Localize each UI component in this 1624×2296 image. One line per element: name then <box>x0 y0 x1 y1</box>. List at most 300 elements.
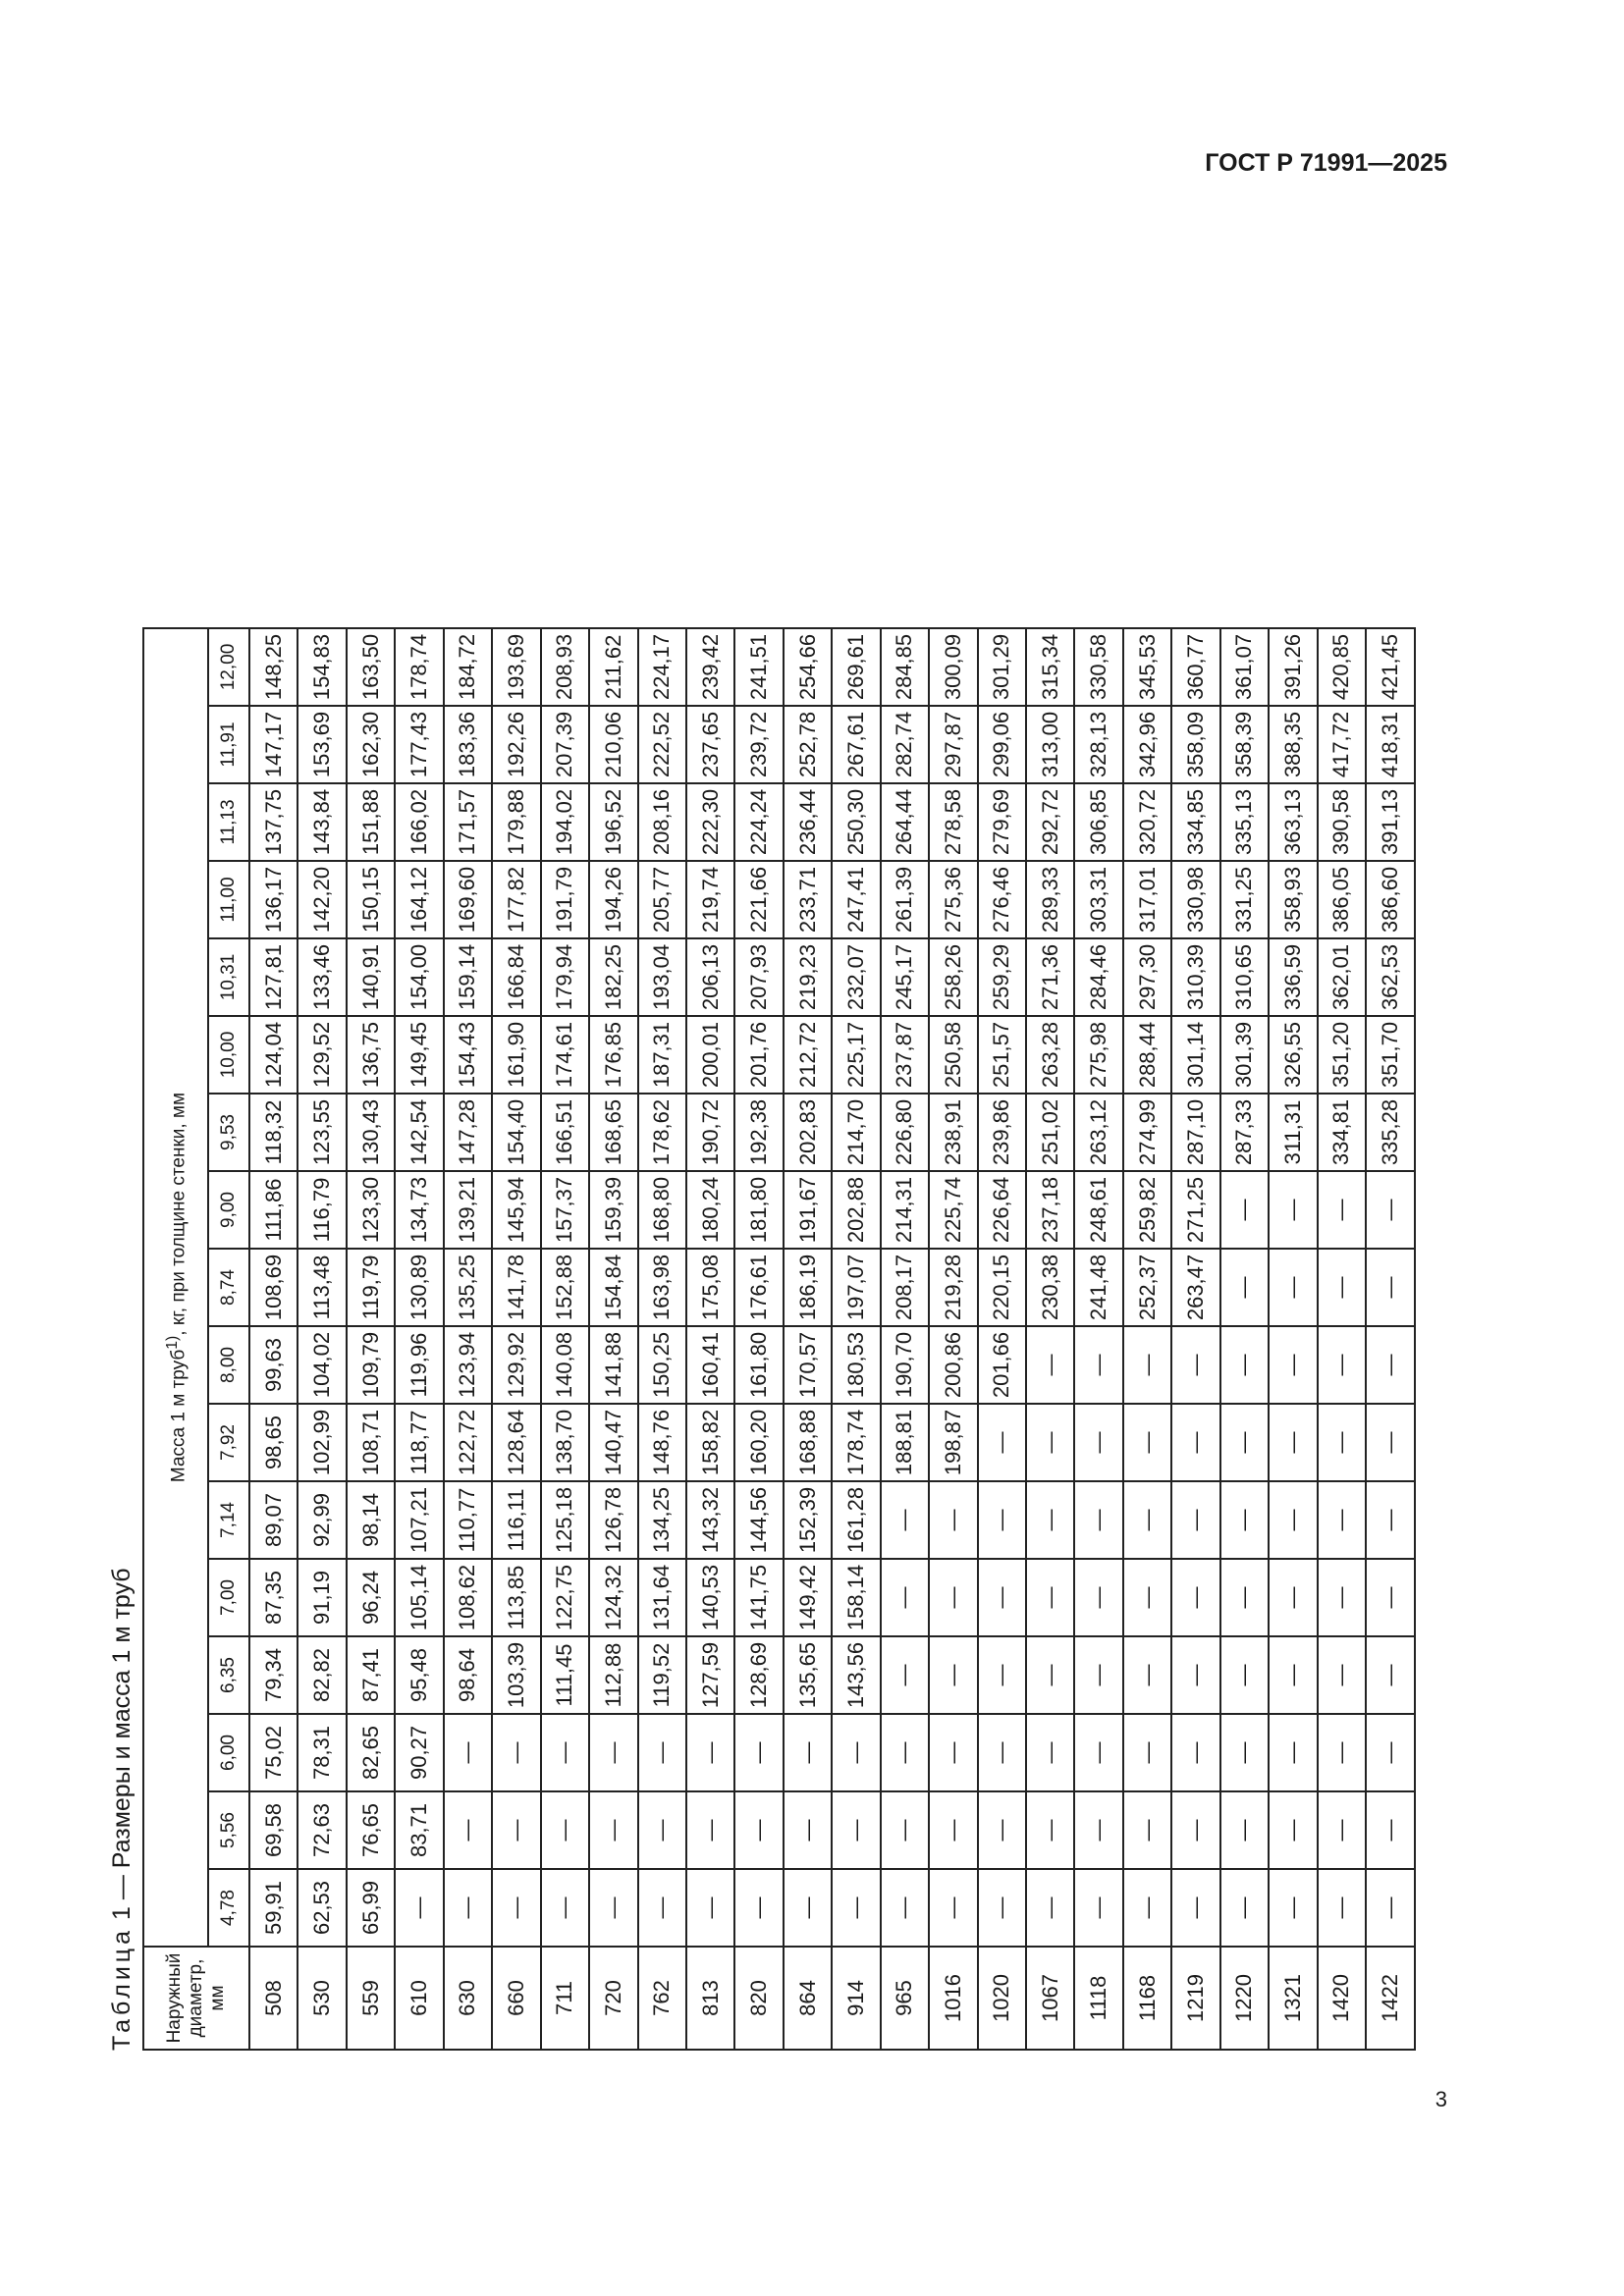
mass-cell: 239,42 <box>686 628 734 706</box>
mass-cell: — <box>1074 1714 1122 1791</box>
mass-cell: — <box>444 1791 492 1869</box>
mass-cell: 297,30 <box>1123 938 1171 1016</box>
table-row <box>929 628 977 2050</box>
mass-cell: 219,28 <box>929 1249 977 1326</box>
mass-cell: — <box>1366 1714 1414 1791</box>
mass-cell: 391,13 <box>1366 783 1414 861</box>
mass-cell: — <box>1026 1559 1074 1636</box>
mass-cell: 222,52 <box>638 706 686 783</box>
mass-cell: 274,99 <box>1123 1094 1171 1171</box>
mass-cell: 187,31 <box>638 1016 686 1094</box>
mass-cell: — <box>881 1791 929 1869</box>
mass-cell: — <box>1318 1171 1366 1249</box>
mass-cell: — <box>734 1791 783 1869</box>
mass-cell: 78,31 <box>298 1714 346 1791</box>
thickness-header-cell: 9,53 <box>208 1094 249 1171</box>
mass-cell: — <box>1220 1636 1269 1714</box>
table-row <box>347 628 395 2050</box>
mass-cell: — <box>1171 1326 1219 1404</box>
mass-cell: 225,17 <box>832 1016 880 1094</box>
mass-cell: 116,11 <box>492 1481 540 1559</box>
table-row <box>1318 628 1366 2050</box>
mass-cell: 207,93 <box>734 938 783 1016</box>
mass-cell: — <box>1269 1481 1317 1559</box>
mass-cell: 183,36 <box>444 706 492 783</box>
mass-cell: 111,45 <box>541 1636 589 1714</box>
mass-cell: — <box>784 1714 832 1791</box>
diameter-cell: 630 <box>444 1947 492 2050</box>
mass-cell: 275,36 <box>929 861 977 938</box>
mass-cell: — <box>1269 1559 1317 1636</box>
mass-cell: 152,39 <box>784 1481 832 1559</box>
mass-cell: 102,99 <box>298 1404 346 1481</box>
mass-cell: — <box>1269 1869 1317 1947</box>
table-row <box>1074 628 1122 2050</box>
mass-cell: 287,33 <box>1220 1094 1269 1171</box>
mass-cell: — <box>541 1714 589 1791</box>
mass-cell: 236,44 <box>784 783 832 861</box>
mass-cell: 112,88 <box>589 1636 637 1714</box>
thickness-header-cell: 10,31 <box>208 938 249 1016</box>
mass-cell: 177,43 <box>395 706 443 783</box>
mass-cell: 134,25 <box>638 1481 686 1559</box>
mass-cell: 241,51 <box>734 628 783 706</box>
mass-cell: 149,45 <box>395 1016 443 1094</box>
mass-cell: 116,79 <box>298 1171 346 1249</box>
mass-cell: 82,82 <box>298 1636 346 1714</box>
mass-cell: 320,72 <box>1123 783 1171 861</box>
page-number: 3 <box>1435 2087 1447 2111</box>
mass-cell: 420,85 <box>1318 628 1366 706</box>
mass-cell: 143,32 <box>686 1481 734 1559</box>
mass-cell: 135,25 <box>444 1249 492 1326</box>
mass-cell: — <box>1269 1249 1317 1326</box>
mass-cell: 363,13 <box>1269 783 1317 861</box>
diameter-cell: 711 <box>541 1947 589 2050</box>
mass-cell: — <box>1269 1791 1317 1869</box>
mass-cell: 118,32 <box>249 1094 298 1171</box>
mass-cell: 125,18 <box>541 1481 589 1559</box>
mass-cell: — <box>589 1714 637 1791</box>
mass-cell: 137,75 <box>249 783 298 861</box>
mass-cell: — <box>492 1714 540 1791</box>
mass-cell: 301,14 <box>1171 1016 1219 1094</box>
mass-cell: 123,30 <box>347 1171 395 1249</box>
mass-cell: 237,65 <box>686 706 734 783</box>
mass-cell: 334,85 <box>1171 783 1219 861</box>
mass-cell: 140,91 <box>347 938 395 1016</box>
mass-cell: 176,61 <box>734 1249 783 1326</box>
mass-cell: — <box>929 1869 977 1947</box>
mass-cell: 182,25 <box>589 938 637 1016</box>
table-caption <box>107 1568 136 2051</box>
mass-cell: 186,19 <box>784 1249 832 1326</box>
mass-cell: — <box>589 1869 637 1947</box>
mass-cell: 300,09 <box>929 628 977 706</box>
mass-header-text-end: , кг, при толщине стенки, мм <box>168 1092 189 1336</box>
diameter-cell: 1321 <box>1269 1947 1317 2050</box>
table-caption-label: Таблица <box>108 1926 135 2051</box>
mass-cell: 193,04 <box>638 938 686 1016</box>
mass-cell: 315,34 <box>1026 628 1074 706</box>
mass-cell: — <box>1123 1714 1171 1791</box>
mass-cell: — <box>734 1714 783 1791</box>
mass-cell: 287,10 <box>1171 1094 1219 1171</box>
mass-cell: — <box>1026 1481 1074 1559</box>
mass-cell: 157,37 <box>541 1171 589 1249</box>
mass-cell: — <box>1318 1636 1366 1714</box>
diameter-cell: 1067 <box>1026 1947 1074 2050</box>
mass-cell: 224,17 <box>638 628 686 706</box>
mass-cell: 192,26 <box>492 706 540 783</box>
mass-cell: 207,39 <box>541 706 589 783</box>
mass-cell: 181,80 <box>734 1171 783 1249</box>
mass-cell: — <box>1269 1171 1317 1249</box>
mass-cell: — <box>1123 1559 1171 1636</box>
mass-cell: 233,71 <box>784 861 832 938</box>
mass-cell: 136,75 <box>347 1016 395 1094</box>
mass-cell: 180,53 <box>832 1326 880 1404</box>
mass-cell: — <box>1074 1326 1122 1404</box>
mass-cell: 119,96 <box>395 1326 443 1404</box>
mass-cell: 98,65 <box>249 1404 298 1481</box>
mass-cell: 313,00 <box>1026 706 1074 783</box>
mass-cell: — <box>978 1404 1026 1481</box>
mass-cell: 292,72 <box>1026 783 1074 861</box>
mass-cell: 202,83 <box>784 1094 832 1171</box>
document-standard-number: ГОСТ Р 71991—2025 <box>1205 149 1447 177</box>
diameter-cell: 762 <box>638 1947 686 2050</box>
mass-cell: 198,87 <box>929 1404 977 1481</box>
diameter-cell: 1168 <box>1123 1947 1171 2050</box>
mass-cell: — <box>1220 1559 1269 1636</box>
mass-cell: 263,12 <box>1074 1094 1122 1171</box>
mass-cell: 336,59 <box>1269 938 1317 1016</box>
table-row <box>881 628 929 2050</box>
mass-cell: 194,26 <box>589 861 637 938</box>
mass-cell: 219,23 <box>784 938 832 1016</box>
mass-cell: — <box>1026 1714 1074 1791</box>
mass-cell: 65,99 <box>347 1869 395 1947</box>
mass-cell: 98,64 <box>444 1636 492 1714</box>
mass-cell: 239,86 <box>978 1094 1026 1171</box>
mass-cell: 161,90 <box>492 1016 540 1094</box>
mass-cell: 143,84 <box>298 783 346 861</box>
mass-cell: 147,28 <box>444 1094 492 1171</box>
mass-cell: 149,42 <box>784 1559 832 1636</box>
mass-cell: — <box>1220 1249 1269 1326</box>
mass-cell: 160,41 <box>686 1326 734 1404</box>
mass-cell: 219,74 <box>686 861 734 938</box>
mass-cell: 311,31 <box>1269 1094 1317 1171</box>
mass-cell: 154,83 <box>298 628 346 706</box>
mass-cell: — <box>541 1791 589 1869</box>
mass-cell: 358,09 <box>1171 706 1219 783</box>
mass-cell: — <box>1318 1791 1366 1869</box>
mass-cell: — <box>1220 1326 1269 1404</box>
mass-cell: — <box>1269 1404 1317 1481</box>
mass-cell: — <box>1220 1481 1269 1559</box>
mass-cell: 154,84 <box>589 1249 637 1326</box>
mass-cell: 170,57 <box>784 1326 832 1404</box>
mass-cell: 166,51 <box>541 1094 589 1171</box>
table-row <box>832 628 880 2050</box>
mass-cell: — <box>1269 1636 1317 1714</box>
mass-cell: 310,65 <box>1220 938 1269 1016</box>
mass-cell: 127,59 <box>686 1636 734 1714</box>
mass-cell: — <box>1123 1326 1171 1404</box>
mass-cell: 190,72 <box>686 1094 734 1171</box>
mass-cell: 202,88 <box>832 1171 880 1249</box>
mass-cell: 330,98 <box>1171 861 1219 938</box>
mass-cell: — <box>638 1714 686 1791</box>
mass-cell: 263,47 <box>1171 1249 1219 1326</box>
mass-cell: 360,77 <box>1171 628 1219 706</box>
mass-cell: 123,94 <box>444 1326 492 1404</box>
rotated-table-block <box>107 236 1448 2051</box>
mass-cell: 171,57 <box>444 783 492 861</box>
mass-cell: — <box>1366 1559 1414 1636</box>
mass-cell: 180,24 <box>686 1171 734 1249</box>
mass-cell: — <box>832 1714 880 1791</box>
mass-cell: 271,36 <box>1026 938 1074 1016</box>
mass-cell: — <box>929 1636 977 1714</box>
mass-cell: 241,48 <box>1074 1249 1122 1326</box>
thickness-header-row <box>208 628 249 2050</box>
mass-cell: — <box>881 1559 929 1636</box>
mass-cell: 208,93 <box>541 628 589 706</box>
mass-cell: 72,63 <box>298 1791 346 1869</box>
diameter-cell: 1219 <box>1171 1947 1219 2050</box>
mass-cell: 201,66 <box>978 1326 1026 1404</box>
diameter-cell: 914 <box>832 1947 880 2050</box>
mass-cell: 166,02 <box>395 783 443 861</box>
mass-cell: 224,24 <box>734 783 783 861</box>
mass-cell: 264,44 <box>881 783 929 861</box>
mass-cell: — <box>1123 1404 1171 1481</box>
mass-cell: — <box>1366 1326 1414 1404</box>
mass-cell: 206,13 <box>686 938 734 1016</box>
mass-cell: 92,99 <box>298 1481 346 1559</box>
footnote-marker: 1) <box>163 1335 181 1350</box>
mass-cell: 87,35 <box>249 1559 298 1636</box>
diameter-cell: 530 <box>298 1947 346 2050</box>
mass-cell: 391,26 <box>1269 628 1317 706</box>
mass-cell: 263,28 <box>1026 1016 1074 1094</box>
mass-cell: 388,35 <box>1269 706 1317 783</box>
mass-cell: — <box>492 1869 540 1947</box>
mass-cell: 331,25 <box>1220 861 1269 938</box>
table-row <box>589 628 637 2050</box>
mass-cell: — <box>1220 1791 1269 1869</box>
mass-cell: 200,01 <box>686 1016 734 1094</box>
mass-cell: 154,00 <box>395 938 443 1016</box>
mass-cell: — <box>686 1714 734 1791</box>
mass-cell: 221,66 <box>734 861 783 938</box>
mass-cell: 161,28 <box>832 1481 880 1559</box>
table-row <box>686 628 734 2050</box>
mass-cell: 306,85 <box>1074 783 1122 861</box>
mass-cell: 134,73 <box>395 1171 443 1249</box>
mass-cell: — <box>881 1714 929 1791</box>
mass-cell: — <box>444 1714 492 1791</box>
mass-cell: 95,48 <box>395 1636 443 1714</box>
mass-cell: 188,81 <box>881 1404 929 1481</box>
mass-cell: 91,19 <box>298 1559 346 1636</box>
mass-header-text: Масса 1 м труб <box>168 1349 189 1483</box>
mass-cell: 358,93 <box>1269 861 1317 938</box>
mass-cell: 90,27 <box>395 1714 443 1791</box>
mass-cell: 335,13 <box>1220 783 1269 861</box>
mass-cell: — <box>1026 1326 1074 1404</box>
mass-cell: 76,65 <box>347 1791 395 1869</box>
thickness-header-cell: 7,92 <box>208 1404 249 1481</box>
mass-cell: 135,65 <box>784 1636 832 1714</box>
mass-cell: 179,94 <box>541 938 589 1016</box>
diameter-column-header: Наружный диаметр, мм <box>143 1947 249 2050</box>
mass-cell: 310,39 <box>1171 938 1219 1016</box>
mass-cell: 176,85 <box>589 1016 637 1094</box>
mass-cell: — <box>1026 1636 1074 1714</box>
mass-cell: — <box>1318 1559 1366 1636</box>
mass-cell: — <box>1123 1636 1171 1714</box>
mass-cell: 126,78 <box>589 1481 637 1559</box>
mass-cell: — <box>784 1791 832 1869</box>
mass-cell: — <box>638 1791 686 1869</box>
mass-cell: 358,39 <box>1220 706 1269 783</box>
mass-cell: 163,50 <box>347 628 395 706</box>
mass-cell: 178,74 <box>395 628 443 706</box>
mass-cell: 418,31 <box>1366 706 1414 783</box>
mass-cell: 124,04 <box>249 1016 298 1094</box>
diameter-cell: 660 <box>492 1947 540 2050</box>
table-body <box>249 628 1415 2050</box>
table-row <box>492 628 540 2050</box>
mass-cell: — <box>1366 1791 1414 1869</box>
table-row <box>249 628 298 2050</box>
mass-cell: 251,02 <box>1026 1094 1074 1171</box>
mass-cell: — <box>1220 1869 1269 1947</box>
diameter-cell: 1118 <box>1074 1947 1122 2050</box>
mass-cell: — <box>1269 1714 1317 1791</box>
mass-cell: 330,58 <box>1074 628 1122 706</box>
mass-cell: 98,14 <box>347 1481 395 1559</box>
mass-cell: — <box>1171 1791 1219 1869</box>
mass-cell: 190,70 <box>881 1326 929 1404</box>
mass-cell: 82,65 <box>347 1714 395 1791</box>
thickness-header-cell: 11,13 <box>208 783 249 861</box>
mass-cell: — <box>1074 1481 1122 1559</box>
mass-cell: 417,72 <box>1318 706 1366 783</box>
mass-cell: 191,67 <box>784 1171 832 1249</box>
mass-cell: 232,07 <box>832 938 880 1016</box>
thickness-header-cell: 5,56 <box>208 1791 249 1869</box>
mass-cell: 342,96 <box>1123 706 1171 783</box>
mass-cell: — <box>1366 1636 1414 1714</box>
mass-cell: 351,70 <box>1366 1016 1414 1094</box>
mass-cell: 326,55 <box>1269 1016 1317 1094</box>
mass-cell: — <box>1366 1869 1414 1947</box>
mass-cell: — <box>1318 1481 1366 1559</box>
mass-cell: 105,14 <box>395 1559 443 1636</box>
mass-cell: — <box>978 1559 1026 1636</box>
mass-cell: 250,30 <box>832 783 880 861</box>
mass-cell: 109,79 <box>347 1326 395 1404</box>
mass-cell: 128,69 <box>734 1636 783 1714</box>
table-caption-title: 1 — Размеры и масса 1 м труб <box>108 1568 135 1927</box>
mass-cell: 147,17 <box>249 706 298 783</box>
mass-cell: 254,66 <box>784 628 832 706</box>
mass-cell: 164,12 <box>395 861 443 938</box>
thickness-header-cell: 10,00 <box>208 1016 249 1094</box>
mass-cell: 174,61 <box>541 1016 589 1094</box>
mass-cell: 301,39 <box>1220 1016 1269 1094</box>
mass-cell: 193,69 <box>492 628 540 706</box>
diameter-cell: 1020 <box>978 1947 1026 2050</box>
mass-cell: — <box>832 1869 880 1947</box>
table-row <box>298 628 346 2050</box>
mass-cell: 138,70 <box>541 1404 589 1481</box>
mass-cell: 123,55 <box>298 1094 346 1171</box>
mass-cell: 118,77 <box>395 1404 443 1481</box>
mass-cell: 208,16 <box>638 783 686 861</box>
mass-cell: 79,34 <box>249 1636 298 1714</box>
thickness-header-cell: 8,00 <box>208 1326 249 1404</box>
mass-cell: 128,64 <box>492 1404 540 1481</box>
mass-cell: 131,64 <box>638 1559 686 1636</box>
mass-cell: — <box>1026 1869 1074 1947</box>
mass-cell: — <box>1269 1326 1317 1404</box>
mass-cell: 59,91 <box>249 1869 298 1947</box>
mass-cell: 104,02 <box>298 1326 346 1404</box>
diameter-cell: 508 <box>249 1947 298 2050</box>
mass-cell: — <box>638 1869 686 1947</box>
diameter-cell: 965 <box>881 1947 929 2050</box>
mass-cell: 141,88 <box>589 1326 637 1404</box>
mass-cell: — <box>1074 1869 1122 1947</box>
mass-cell: 222,30 <box>686 783 734 861</box>
mass-cell: 211,62 <box>589 628 637 706</box>
pipe-mass-table <box>142 627 1416 2051</box>
diameter-cell: 1016 <box>929 1947 977 2050</box>
mass-cell: 162,30 <box>347 706 395 783</box>
mass-cell: — <box>1074 1791 1122 1869</box>
mass-cell: 141,75 <box>734 1559 783 1636</box>
mass-cell: 96,24 <box>347 1559 395 1636</box>
mass-cell: 301,29 <box>978 628 1026 706</box>
mass-cell: 214,70 <box>832 1094 880 1171</box>
mass-cell: 252,78 <box>784 706 832 783</box>
mass-cell: 288,44 <box>1123 1016 1171 1094</box>
thickness-header-cell: 4,78 <box>208 1869 249 1947</box>
mass-cell: 69,58 <box>249 1791 298 1869</box>
diameter-cell: 820 <box>734 1947 783 2050</box>
mass-cell: 145,94 <box>492 1171 540 1249</box>
mass-cell: 113,85 <box>492 1559 540 1636</box>
diameter-cell: 720 <box>589 1947 637 2050</box>
thickness-header-cell: 11,91 <box>208 706 249 783</box>
mass-cell: 159,14 <box>444 938 492 1016</box>
mass-cell: — <box>1220 1171 1269 1249</box>
mass-cell: 111,86 <box>249 1171 298 1249</box>
mass-cell: 107,21 <box>395 1481 443 1559</box>
mass-cell: 212,72 <box>784 1016 832 1094</box>
mass-cell: 150,25 <box>638 1326 686 1404</box>
table-row <box>638 628 686 2050</box>
diameter-cell: 1420 <box>1318 1947 1366 2050</box>
mass-cell: 124,32 <box>589 1559 637 1636</box>
mass-cell: 220,15 <box>978 1249 1026 1326</box>
